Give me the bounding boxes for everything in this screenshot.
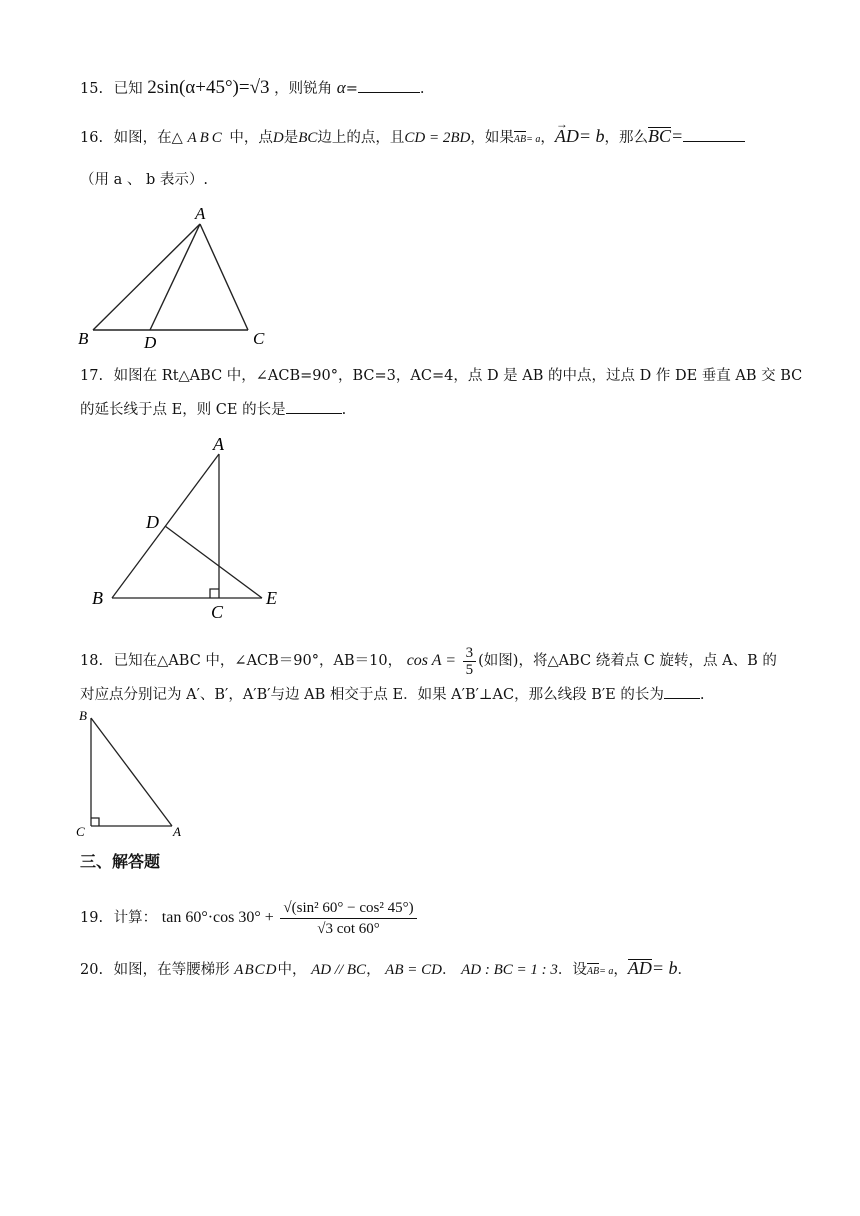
- math-variable: ABCD: [234, 962, 278, 978]
- question-17-line2: [80, 399, 346, 420]
- math-expression: AB = CD: [385, 962, 442, 978]
- segment-ac: [200, 224, 248, 330]
- math-expression: AD : BC = 1 : 3: [461, 962, 558, 978]
- question-text: ，那么: [604, 130, 648, 146]
- fraction: [463, 645, 477, 678]
- math-expression: = a: [599, 966, 614, 977]
- point-label-a: A: [213, 434, 224, 454]
- math-equals: =: [345, 81, 358, 97]
- question-text: 已知在△ABC 中，∠ACB＝90°，AB＝10，: [113, 653, 403, 669]
- fraction: [280, 898, 416, 939]
- math-variable: BC: [298, 130, 318, 146]
- question-text: 是: [283, 130, 299, 146]
- math-variable: α: [336, 78, 346, 97]
- question-number: 18.: [80, 653, 104, 669]
- question-number: 16.: [80, 130, 104, 146]
- question-text: 中，点: [229, 130, 273, 146]
- question-text: ．: [677, 962, 692, 978]
- question-text: 的延长线于点 E，则 CE 的长是: [80, 402, 286, 418]
- section-heading: 三、解答题: [80, 852, 161, 871]
- separator: ，: [540, 130, 555, 146]
- point-label-a: A: [173, 824, 181, 839]
- separator: ，: [613, 962, 628, 978]
- separator: ．: [441, 962, 457, 978]
- question-text: 如图，在△: [113, 130, 183, 146]
- question-number: 19.: [80, 910, 104, 926]
- math-expression: = a: [526, 134, 541, 145]
- segment-de: [165, 526, 262, 598]
- point-label-c: C: [253, 329, 265, 348]
- question-text: (如图)，将△ABC 绕着点 C 旋转，点 A、B 的: [478, 653, 777, 669]
- answer-blank[interactable]: [286, 399, 342, 414]
- vector-ad: AD: [627, 958, 652, 978]
- question-text: 对应点分别记为 A′、B′，A′B′与边 AB 相交于点 E．如果 A′B′⊥AC，那么线段 B′E 的长为: [80, 687, 664, 703]
- math-variable: D: [272, 130, 284, 146]
- question-16: [80, 126, 745, 150]
- point-label-a: A: [195, 204, 206, 223]
- fraction-numerator: √(sin² 60° − cos² 45°): [280, 898, 416, 919]
- question-text: 如图，在等腰梯形: [113, 962, 230, 978]
- math-expression: = b: [651, 958, 678, 978]
- question-20: [80, 958, 692, 982]
- question-text: 边上的点，且: [317, 130, 405, 146]
- vector-ad: AD →: [555, 126, 579, 146]
- question-number: 15.: [80, 81, 104, 97]
- figure-right-triangle-18: [72, 706, 192, 842]
- fraction-denominator: 5: [465, 661, 474, 678]
- answer-blank[interactable]: [358, 78, 420, 93]
- question-18-line2: [80, 684, 704, 705]
- question-text: .: [419, 81, 425, 97]
- math-expression: CD = 2BD: [404, 130, 471, 146]
- point-label-d: D: [144, 333, 157, 352]
- point-label-d: D: [146, 512, 159, 532]
- right-angle-mark: [210, 589, 219, 598]
- segment-ab: [91, 718, 172, 826]
- question-text: 如图在 Rt△ABC 中，∠ACB=90°，BC=3，AC=4，点 D 是 AB 的中点，过点 D 作 DE 垂直 AB 交 BC: [113, 368, 803, 384]
- answer-blank[interactable]: [683, 127, 745, 142]
- point-label-b: B: [92, 588, 103, 608]
- question-text: 已知: [113, 81, 143, 97]
- math-expression: 2sin(α+45°)=√3: [147, 77, 270, 98]
- question-number: 20.: [80, 962, 104, 978]
- question-text: 计算：: [113, 910, 158, 926]
- question-text: ，如果: [470, 130, 514, 146]
- question-text: 中，: [277, 962, 307, 978]
- question-text: .: [699, 687, 705, 703]
- question-text: ．设: [557, 962, 587, 978]
- vector-ab: AB: [514, 130, 526, 150]
- point-label-c: C: [76, 824, 85, 839]
- figure-triangle-abc-17: [80, 432, 300, 622]
- math-expression: = b: [578, 126, 605, 146]
- right-angle-mark: [91, 818, 99, 826]
- fraction-numerator: 3: [463, 645, 477, 662]
- question-19: [80, 894, 419, 942]
- fraction-denominator: √3 cot 60°: [317, 920, 380, 937]
- segment-ab: [93, 224, 200, 330]
- point-label-b: B: [78, 329, 89, 348]
- math-equals: =: [671, 126, 684, 146]
- segment-ad: [150, 224, 200, 330]
- point-label-c: C: [211, 602, 224, 622]
- question-15: [80, 78, 424, 99]
- question-number: 17.: [80, 368, 104, 384]
- question-text: ，则锐角: [274, 81, 333, 97]
- question-text: （用 a 、 b 表示）.: [80, 172, 208, 188]
- question-18: [80, 641, 777, 681]
- question-17: [80, 366, 802, 386]
- question-text: .: [341, 402, 347, 418]
- point-label-b: B: [79, 708, 87, 723]
- math-expression: tan 60°·cos 30° +: [161, 909, 274, 926]
- point-label-e: E: [266, 588, 277, 608]
- vector-ab: AB: [587, 962, 599, 982]
- question-16-hint: [80, 170, 208, 190]
- separator: ，: [366, 962, 381, 978]
- vector-bc: BC: [648, 126, 672, 146]
- math-variable: ABC: [187, 130, 225, 146]
- math-expression: cos A =: [406, 652, 457, 669]
- figure-triangle-abc-16: [70, 202, 280, 352]
- math-expression: AD // BC: [311, 962, 367, 978]
- answer-blank[interactable]: [664, 684, 700, 699]
